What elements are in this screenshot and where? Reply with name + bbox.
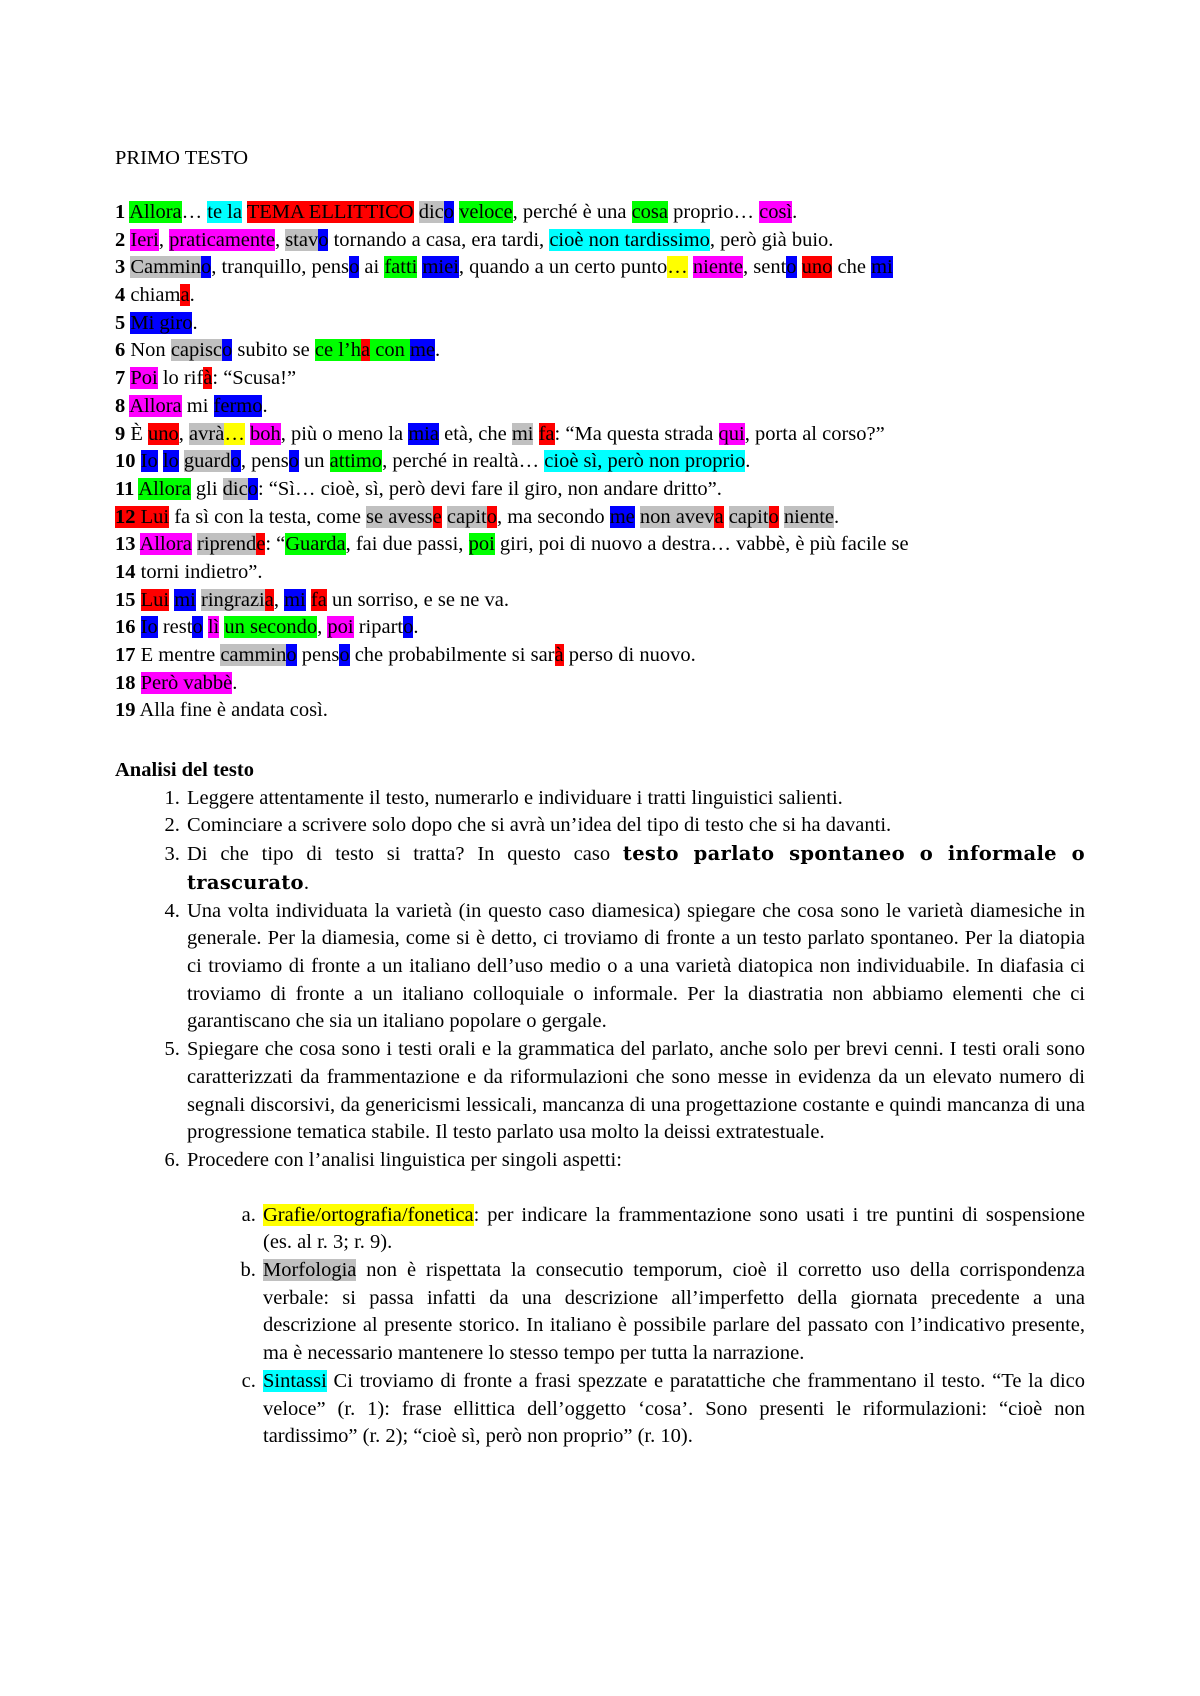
highlighted-segment: a xyxy=(180,284,190,307)
text-segment xyxy=(136,672,141,694)
highlighted-segment: non avev xyxy=(639,505,715,528)
highlighted-segment: cioè sì, però non proprio xyxy=(544,450,746,473)
text-segment: , sent xyxy=(743,256,787,279)
text-segment xyxy=(136,450,141,472)
line-number: 17 xyxy=(115,644,136,666)
text-segment: , quando a un certo punto xyxy=(458,256,668,279)
highlighted-segment: cosa xyxy=(631,201,668,223)
highlighted-segment: a xyxy=(360,339,371,362)
highlighted-segment: praticamente xyxy=(169,228,275,251)
text-line xyxy=(115,670,1085,698)
highlighted-segment: e xyxy=(432,505,442,528)
text-segment xyxy=(136,533,140,555)
highlighted-segment: mi xyxy=(871,256,893,279)
text-segment: un xyxy=(298,450,330,473)
text-segment: . xyxy=(435,339,441,362)
text-line xyxy=(115,476,1085,504)
text-segment: , tranquillo, pens xyxy=(211,256,350,279)
text-segment: , xyxy=(273,588,285,611)
text-segment: ai xyxy=(359,256,385,279)
text-segment: … xyxy=(181,201,208,223)
highlighted-segment: … xyxy=(667,256,688,279)
text-segment: È xyxy=(125,422,149,445)
highlighted-segment: o xyxy=(339,644,350,666)
text-segment: , xyxy=(178,422,190,445)
text-line xyxy=(115,310,1085,338)
highlighted-segment: Allora xyxy=(139,533,192,556)
highlighted-segment: o xyxy=(349,256,360,279)
text-segment: . xyxy=(792,201,798,223)
text-segment: . xyxy=(413,616,419,639)
highlighted-segment: o xyxy=(247,477,258,500)
highlighted-segment: o xyxy=(288,450,299,473)
text-segment xyxy=(797,256,802,278)
analysis-step-4: 4. Una volta individuata la varietà (in questo caso diamesica) spiegare che cosa sono le varietà diamesiche in generale. Per la diamesia, come si è detto, ci troviamo di fronte a un testo parlato spontaneo. Per la diatopia ci troviamo di fronte a un italiano dell’uso medio o a una varietà diatopica non individuabile. In diafasia ci troviamo di fronte a un italiano colloquiale o informale. Per la diastratia non abbiamo elementi che ci garantiscano che sia un italiano popolare o gergale. xyxy=(185,898,1085,1037)
highlighted-segment: lo xyxy=(162,450,179,473)
highlighted-segment: stav xyxy=(285,228,319,251)
highlighted-segment: veloce xyxy=(459,201,513,223)
text-segment: perso di nuovo. xyxy=(563,644,696,666)
text-segment: : “Scusa!” xyxy=(212,367,297,390)
text-segment: : “ xyxy=(265,533,286,556)
highlighted-segment: capit xyxy=(446,505,487,528)
text-segment xyxy=(724,506,729,528)
text-segment: lo rif xyxy=(157,367,204,390)
text-segment: E mentre xyxy=(135,644,221,666)
line-number: 16 xyxy=(115,616,136,639)
highlighted-segment: a xyxy=(714,505,724,528)
text-segment: : “Sì… cioè, sì, però devi fare il giro, non andare dritto”. xyxy=(257,477,722,500)
highlighted-segment xyxy=(136,506,141,528)
highlighted-segment: avrà xyxy=(189,422,225,445)
highlighted-segment: uno xyxy=(148,422,179,445)
line-number: 19 xyxy=(115,699,136,722)
numbered-text xyxy=(115,199,1085,725)
text-segment: . xyxy=(262,394,268,417)
highlighted-segment: Allora xyxy=(138,477,191,500)
text-segment: , più o meno la xyxy=(280,422,409,445)
text-line xyxy=(115,365,1085,393)
highlighted-segment: o xyxy=(200,256,212,279)
analysis-heading: Analisi del testo xyxy=(115,759,254,782)
highlighted-segment: dic xyxy=(418,201,444,223)
highlighted-segment: o xyxy=(486,505,497,528)
text-segment: , ma secondo xyxy=(496,505,610,528)
text-segment: fa sì con la testa, come xyxy=(169,505,367,528)
highlighted-segment: Lui xyxy=(140,588,170,611)
text-line xyxy=(115,697,1085,725)
highlighted-segment: ce l’h xyxy=(314,339,361,362)
highlighted-segment: Mi giro xyxy=(130,311,193,334)
highlighted-segment: boh xyxy=(249,422,281,445)
analysis-step-1: 1. Leggere attentamente il testo, numerarlo e individuare i tratti linguistici salienti. xyxy=(185,785,1085,813)
text-type-bold: testo parlato spontaneo o informale o trascurato xyxy=(187,842,1085,894)
document-title: PRIMO TESTO xyxy=(115,147,249,169)
highlighted-segment: Però vabbè xyxy=(140,671,233,694)
highlighted-segment: miei xyxy=(422,256,459,279)
text-line xyxy=(115,337,1085,365)
text-segment: un sorriso, e se ne va. xyxy=(326,588,510,611)
text-segment: , fai due passi, xyxy=(345,533,469,556)
highlighted-segment: Poi xyxy=(130,367,158,390)
highlighted-segment: Io xyxy=(140,616,158,639)
highlighted-segment: cammin xyxy=(220,644,287,666)
highlighted-segment: poi xyxy=(327,616,354,639)
text-line xyxy=(115,504,1085,532)
line-number: 12 xyxy=(115,505,136,528)
text-segment: , perché è una xyxy=(512,201,632,223)
morfologia-label: Morfologia xyxy=(263,1259,357,1282)
highlighted-segment: riprend xyxy=(197,533,257,556)
highlighted-segment: o xyxy=(192,616,203,639)
text-line xyxy=(115,227,1085,255)
line-number: 3 xyxy=(115,256,126,279)
text-segment: . xyxy=(189,284,195,307)
line-number: 10 xyxy=(115,450,136,473)
highlighted-segment: Io xyxy=(140,450,158,473)
text-line xyxy=(115,254,1085,282)
line-number: 7 xyxy=(115,367,126,390)
document-page xyxy=(115,144,1085,1451)
highlighted-segment: se avess xyxy=(366,505,433,528)
analysis-step-6: 6. Procedere con l’analisi linguistica per singoli aspetti: a. Grafie/ortografia/fonetica: per indicare la frammentazione sono usati i tre puntini di sospensione (es. al r. 3; r. 9). b. Morfologia non è rispettata la consecutio temporum, cioè il corretto uso della corrispondenza verbale: si passa infatti da una descrizione all’imperfetto della giornata precedente a una descrizione al presente storico. In italiano è possibile parlare del passato con l’indicativo presente, ma è necessario mantenere lo stesso tempo per tutta la narrazione. c. Sintassi Ci troviamo di fronte a frasi spezzate e paratattiche che frammentano il testo. “Te la dico veloce” (r. 1): frase ellittica dell’oggetto ‘cosa’. Sono presenti le riformulazioni: “cioè non tardissimo” (r. 2); “cioè sì, però non proprio” (r. 10). xyxy=(185,1147,1085,1451)
highlighted-segment: guard xyxy=(183,450,231,473)
text-segment: ripart xyxy=(353,616,404,639)
highlighted-segment: o xyxy=(768,505,779,528)
text-segment: , porta al corso?” xyxy=(744,422,885,445)
text-segment: Non xyxy=(125,339,171,362)
text-line xyxy=(115,531,1085,559)
text-segment: , xyxy=(158,228,170,251)
highlighted-segment: o xyxy=(230,450,241,473)
text-line xyxy=(115,614,1085,642)
highlighted-segment: fa xyxy=(538,422,555,445)
highlighted-segment: capisc xyxy=(170,339,223,362)
analysis-step-5: 5. Spiegare che cosa sono i testi orali e la grammatica del parlato, anche solo per brevi cenni. I testi orali sono caratterizzati da frammentazione e da riformulazioni che sono messe in evidenza da un elevato numero di segnali discorsivi, da genericismi lessicali, mancanza di una progettazione costante e quindi mancanza di una progressione tematica stabile. Il testo parlato usa molto la deissi extratestuale. xyxy=(185,1036,1085,1147)
highlighted-segment: Lui xyxy=(140,505,170,528)
text-segment: . xyxy=(232,671,238,694)
highlighted-segment: o xyxy=(222,339,233,362)
highlighted-segment: dic xyxy=(222,477,248,500)
sintassi-label: Sintassi xyxy=(263,1369,327,1392)
text-line xyxy=(115,448,1085,476)
text-segment: che probabilmente si sar xyxy=(349,644,555,666)
text-line xyxy=(115,393,1085,421)
substep-morfologia: b. Morfologia non è rispettata la consecutio temporum, cioè il corretto uso della corrispondenza verbale: si passa infatti da una descrizione all’imperfetto della giornata precedente a una descrizione al presente storico. In italiano è possibile parlare del passato con l’indicativo presente, ma è necessario mantenere lo stesso tempo per tutta la narrazione. xyxy=(261,1257,1085,1368)
line-number: 8 xyxy=(115,394,126,417)
text-segment: proprio… xyxy=(668,201,760,223)
text-line xyxy=(115,282,1085,310)
text-segment: , perché in realtà… xyxy=(382,450,545,473)
highlighted-segment: fa xyxy=(310,588,327,611)
line-number: 11 xyxy=(115,477,135,500)
text-segment xyxy=(533,423,538,445)
text-segment: Alla fine è andata così. xyxy=(135,699,328,722)
line-number: 6 xyxy=(115,339,126,362)
highlighted-segment: qui xyxy=(718,422,745,445)
text-segment: . xyxy=(834,505,840,528)
text-segment: giri, poi di nuovo a destra… vabbè, è più facile se xyxy=(494,533,909,556)
text-segment: gli xyxy=(190,477,223,500)
highlighted-segment: a xyxy=(264,588,274,611)
line-number: 2 xyxy=(115,228,126,251)
line-number: 13 xyxy=(115,533,136,556)
highlighted-segment: me xyxy=(409,339,435,362)
text-line xyxy=(115,199,1085,227)
highlighted-segment: o xyxy=(403,616,414,639)
line-number: 15 xyxy=(115,588,136,611)
highlighted-segment: à xyxy=(554,644,564,666)
text-segment: che xyxy=(832,256,872,279)
highlighted-segment: e xyxy=(256,533,266,556)
text-segment: , xyxy=(274,228,286,251)
highlighted-segment: niente xyxy=(783,505,835,528)
highlighted-segment: te la xyxy=(207,201,242,223)
highlighted-segment: o xyxy=(318,228,329,251)
highlighted-segment: mi xyxy=(511,422,534,445)
line-number: 5 xyxy=(115,311,126,334)
text-line xyxy=(115,421,1085,449)
highlighted-segment: mi xyxy=(174,588,196,611)
grafie-label: Grafie/ortografia/fonetica xyxy=(263,1203,474,1226)
text-segment: . xyxy=(192,311,198,334)
highlighted-segment: un secondo xyxy=(224,616,318,639)
highlighted-segment: fermo xyxy=(213,394,263,417)
highlighted-segment: ringrazi xyxy=(201,588,265,611)
substep-sintassi: c. Sintassi Ci troviamo di fronte a frasi spezzate e paratattiche che frammentano il testo. “Te la dico veloce” (r. 1): frase ellittica dell’oggetto ‘cosa’. Sono presenti le riformulazioni: “cioè non tardissimo” (r. 2); “cioè sì, però non proprio” (r. 10). xyxy=(261,1368,1085,1451)
text-segment xyxy=(136,589,141,611)
highlighted-segment: uno xyxy=(801,256,833,279)
text-segment xyxy=(414,201,419,223)
highlighted-segment: o xyxy=(786,256,797,279)
highlighted-segment: TEMA ELLITTICO xyxy=(246,201,414,223)
highlighted-segment: me xyxy=(609,505,635,528)
text-line xyxy=(115,559,1085,587)
line-number: 4 xyxy=(115,284,126,307)
text-segment: chiam xyxy=(125,284,181,307)
text-segment: mi xyxy=(181,394,214,417)
text-line xyxy=(115,642,1085,670)
text-line xyxy=(115,587,1085,615)
text-segment: : “Ma questa strada xyxy=(554,422,719,445)
text-segment: , però già buio. xyxy=(709,228,834,251)
text-segment: torni indietro”. xyxy=(135,560,263,583)
analysis-step-3: 3. Di che tipo di testo si tratta? In questo caso testo parlato spontaneo o informale o trascurato. xyxy=(185,840,1085,897)
highlighted-segment: à xyxy=(203,367,213,390)
highlighted-segment: Guarda xyxy=(285,533,346,556)
highlighted-segment: capit xyxy=(728,505,769,528)
highlighted-segment: mi xyxy=(284,588,306,611)
highlighted-segment: … xyxy=(224,422,245,445)
highlighted-segment: Allora xyxy=(129,201,182,223)
analysis-steps xyxy=(115,785,1085,1451)
line-number: 1 xyxy=(115,201,126,223)
highlighted-segment: niente xyxy=(692,256,743,279)
highlighted-segment: cioè non tardissimo xyxy=(549,228,710,251)
line-number: 14 xyxy=(115,560,136,583)
highlighted-segment: o xyxy=(443,201,454,223)
analysis-substeps xyxy=(187,1202,1085,1451)
substep-grafie: a. Grafie/ortografia/fonetica: per indicare la frammentazione sono usati i tre puntini di sospensione (es. al r. 3; r. 9). xyxy=(261,1202,1085,1257)
analysis-step-2: 2. Cominciare a scrivere solo dopo che si avrà un’idea del tipo di testo che si ha davanti. xyxy=(185,812,1085,840)
highlighted-segment: Cammin xyxy=(130,256,201,279)
highlighted-segment: o xyxy=(286,644,297,666)
text-segment: tornando a casa, era tardi, xyxy=(328,228,550,251)
text-segment: subito se xyxy=(232,339,315,362)
text-segment: , xyxy=(317,616,328,639)
highlighted-segment: così xyxy=(759,201,793,223)
text-segment: , pens xyxy=(240,450,289,473)
highlighted-segment: con xyxy=(370,339,410,362)
text-segment xyxy=(136,616,141,638)
highlighted-segment: lì xyxy=(207,616,220,639)
highlighted-segment: poi xyxy=(468,533,495,556)
line-number: 18 xyxy=(115,671,136,694)
highlighted-segment: attimo xyxy=(329,450,383,473)
text-segment: pens xyxy=(296,644,340,666)
highlighted-segment: Allora xyxy=(129,394,182,417)
text-segment: età, che xyxy=(438,422,512,445)
highlighted-segment: fatti xyxy=(384,256,418,279)
highlighted-segment: mia xyxy=(408,422,439,445)
highlighted-segment: Ieri xyxy=(130,228,159,251)
text-segment: . xyxy=(745,450,751,473)
text-segment: rest xyxy=(157,616,193,639)
line-number: 9 xyxy=(115,422,126,445)
